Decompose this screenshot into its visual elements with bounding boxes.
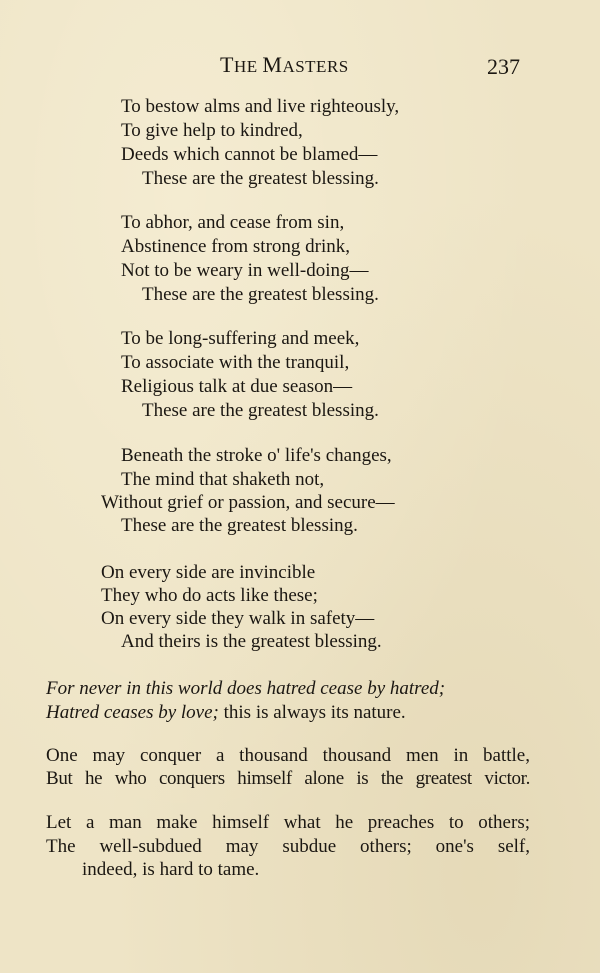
stanza-4-line-1: Beneath the stroke o' life's changes, — [121, 445, 392, 466]
preach-verse-line-2: The well-subdued may subdue others; one's self, — [46, 836, 530, 857]
stanza-4-refrain: These are the greatest blessing. — [121, 515, 358, 536]
stanza-4-line-2: The mind that shaketh not, — [121, 469, 325, 490]
stanza-2-line-2: Abstinence from strong drink, — [121, 236, 351, 257]
hatred-verse-italic-part: Hatred ceases by love; — [46, 702, 219, 723]
page-number: 237 — [487, 54, 520, 79]
stanza-5-line-2: They who do acts like these; — [101, 585, 318, 606]
stanza-3-line-3: Religious talk at due season— — [121, 376, 353, 397]
stanza-5-refrain: And theirs is the greatest blessing. — [121, 631, 382, 652]
stanza-1-refrain: These are the greatest blessing. — [142, 168, 379, 189]
stanza-4-line-3: Without grief or passion, and secure— — [101, 492, 395, 513]
stanza-3-line-1: To be long-suffering and meek, — [121, 328, 360, 349]
title-cap-t: T — [220, 52, 234, 77]
hatred-verse-roman-part: this is always its nature. — [218, 702, 406, 723]
title-cap-m: M — [262, 52, 283, 77]
stanza-5-line-3: On every side they walk in safety— — [101, 608, 375, 629]
running-head — [0, 52, 600, 82]
stanza-1-line-3: Deeds which cannot be blamed— — [121, 144, 378, 165]
stanza-1-line-1: To bestow alms and live righteously, — [121, 96, 400, 117]
stanza-3-refrain: These are the greatest blessing. — [142, 400, 379, 421]
stanza-5-line-1: On every side are invincible — [101, 562, 316, 583]
title-asters: ASTERS — [282, 57, 349, 76]
preach-verse-line-1: Let a man make himself what he preaches to others; — [46, 812, 530, 833]
stanza-1-line-2: To give help to kindred, — [121, 120, 303, 141]
conquer-verse-line-1: One may conquer a thousand thousand men in battle, — [46, 745, 530, 766]
stanza-3-line-2: To associate with the tranquil, — [121, 352, 350, 373]
stanza-2-line-3: Not to be weary in well-doing— — [121, 260, 369, 281]
conquer-verse-line-2: But he who conquers himself alone is the greatest victor. — [46, 768, 530, 789]
preach-verse-line-3: indeed, is hard to tame. — [82, 859, 260, 880]
stanza-2-line-1: To abhor, and cease from sin, — [121, 212, 345, 233]
title-he: HE — [233, 57, 263, 76]
hatred-verse-line-2 — [46, 702, 406, 724]
hatred-verse-line-1-text: For never in this world does hatred cease by hatred; — [46, 678, 446, 699]
stanza-2-refrain: These are the greatest blessing. — [142, 284, 379, 305]
running-title — [220, 52, 349, 78]
hatred-verse-line-1 — [46, 678, 530, 700]
